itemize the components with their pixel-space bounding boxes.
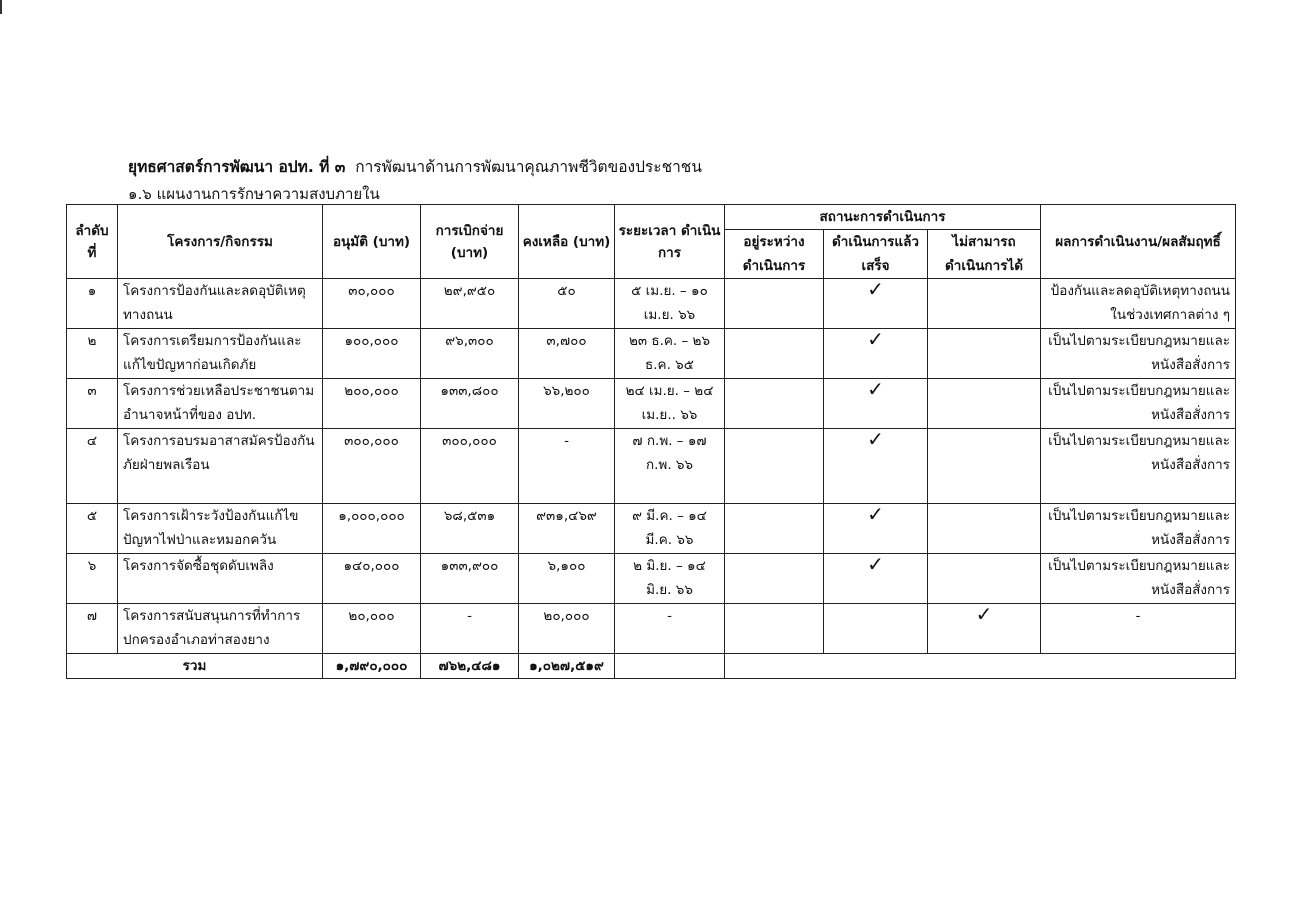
- project-status-table: [66, 204, 1236, 679]
- header-approved: อนุมัติ (บาท): [323, 205, 421, 279]
- row-completed: [824, 504, 928, 554]
- plan-subheading: ๑.๖ แผนงานการรักษาความสงบภายใน: [128, 185, 380, 203]
- row-remaining: -: [519, 429, 615, 504]
- row-completed: [824, 604, 928, 654]
- total-label: รวม: [67, 654, 323, 679]
- row-unable: [928, 554, 1041, 604]
- row-disbursed: -: [421, 604, 519, 654]
- table-row: [67, 329, 1236, 379]
- row-project: โครงการสนับสนุนการที่ทำการปกครองอำเภอท่าสองยาง: [118, 604, 323, 654]
- check-icon: ✓: [867, 277, 884, 301]
- row-result: เป็นไปตามระเบียบกฎหมายและหนังสือสั่งการ: [1041, 554, 1236, 604]
- row-approved: ๓๐,๐๐๐: [323, 279, 421, 329]
- total-empty-status: [725, 654, 1236, 679]
- row-remaining: ๖๖,๒๐๐: [519, 379, 615, 429]
- row-period: -: [615, 604, 725, 654]
- table-row: [67, 604, 1236, 654]
- strategy-heading: [128, 154, 702, 179]
- row-result: เป็นไปตามระเบียบกฎหมายและหนังสือสั่งการ: [1041, 329, 1236, 379]
- row-approved: ๑๔๐,๐๐๐: [323, 554, 421, 604]
- row-completed: [824, 279, 928, 329]
- row-remaining: ๖,๑๐๐: [519, 554, 615, 604]
- row-completed: [824, 329, 928, 379]
- row-in-progress: [725, 604, 824, 654]
- row-period: ๙ มี.ค. – ๑๔ มี.ค. ๖๖: [615, 504, 725, 554]
- row-in-progress: [725, 554, 824, 604]
- row-approved: ๑๐๐,๐๐๐: [323, 329, 421, 379]
- total-disbursed: ๗๖๒,๔๘๑: [421, 654, 519, 679]
- row-no: ๔: [67, 429, 118, 504]
- row-approved: ๓๐๐,๐๐๐: [323, 429, 421, 504]
- row-in-progress: [725, 429, 824, 504]
- row-in-progress: [725, 329, 824, 379]
- row-remaining: ๓,๗๐๐: [519, 329, 615, 379]
- row-in-progress: [725, 279, 824, 329]
- table-row: [67, 554, 1236, 604]
- row-no: ๗: [67, 604, 118, 654]
- table-row: [67, 379, 1236, 429]
- row-no: ๓: [67, 379, 118, 429]
- row-unable: [928, 504, 1041, 554]
- row-period: ๒ มิ.ย. – ๑๔ มิ.ย. ๖๖: [615, 554, 725, 604]
- header-disbursed: การเบิกจ่าย (บาท): [421, 205, 519, 279]
- table-row: [67, 429, 1236, 504]
- row-period: ๗ ก.พ. – ๑๗ ก.พ. ๖๖: [615, 429, 725, 504]
- row-project: โครงการเฝ้าระวังป้องกันแก้ไขปัญหาไฟป่าและหมอกควัน: [118, 504, 323, 554]
- check-icon: ✓: [867, 502, 884, 526]
- row-result: เป็นไปตามระเบียบกฎหมายและหนังสือสั่งการ: [1041, 429, 1236, 504]
- row-period: ๒๔ เม.ย. – ๒๔ เม.ย.. ๖๖: [615, 379, 725, 429]
- header-no: ลำดับ ที่: [67, 205, 118, 279]
- header-project: โครงการ/กิจกรรม: [118, 205, 323, 279]
- row-unable: [928, 379, 1041, 429]
- header-completed: ดำเนินการแล้ว เสร็จ: [824, 230, 928, 279]
- row-in-progress: [725, 379, 824, 429]
- total-approved: ๑,๗๙๐,๐๐๐: [323, 654, 421, 679]
- row-unable: [928, 604, 1041, 654]
- strategy-title: ยุทธศาสตร์การพัฒนา อปท. ที่ ๓: [128, 158, 346, 176]
- row-in-progress: [725, 504, 824, 554]
- table-row: [67, 504, 1236, 554]
- row-completed: [824, 554, 928, 604]
- row-remaining: ๕๐: [519, 279, 615, 329]
- check-icon: ✓: [975, 602, 993, 626]
- strategy-description: การพัฒนาด้านการพัฒนาคุณภาพชีวิตของประชาชน: [355, 158, 702, 176]
- row-project: โครงการอบรมอาสาสมัครป้องกันภัยฝ่ายพลเรือน: [118, 429, 323, 504]
- row-result: เป็นไปตามระเบียบกฎหมายและหนังสือสั่งการ: [1041, 504, 1236, 554]
- row-approved: ๒๐,๐๐๐: [323, 604, 421, 654]
- row-unable: [928, 279, 1041, 329]
- header-period: ระยะเวลา ดำเนินการ: [615, 205, 725, 279]
- check-icon: ✓: [867, 427, 884, 451]
- header-remaining: คงเหลือ (บาท): [519, 205, 615, 279]
- row-project: โครงการช่วยเหลือประชาชนตามอำนาจหน้าที่ของ อปท.: [118, 379, 323, 429]
- row-project: โครงการเตรียมการป้องกันและแก้ไขปัญหาก่อนเกิดภัย: [118, 329, 323, 379]
- row-period: ๒๓ ธ.ค. – ๒๖ ธ.ค. ๖๕: [615, 329, 725, 379]
- row-disbursed: ๑๓๓,๘๐๐: [421, 379, 519, 429]
- row-approved: ๒๐๐,๐๐๐: [323, 379, 421, 429]
- row-disbursed: ๖๘,๕๓๑: [421, 504, 519, 554]
- row-result: ป้องกันและลดอุบัติเหตุทางถนนในช่วงเทศกาลต่าง ๆ: [1041, 279, 1236, 329]
- row-remaining: ๒๐,๐๐๐: [519, 604, 615, 654]
- row-completed: [824, 429, 928, 504]
- row-unable: [928, 329, 1041, 379]
- row-approved: ๑,๐๐๐,๐๐๐: [323, 504, 421, 554]
- header-in-progress: อยู่ระหว่าง ดำเนินการ: [725, 230, 824, 279]
- header-result: ผลการดำเนินงาน/ผลสัมฤทธิ์: [1041, 205, 1236, 279]
- page-edge-mark: [0, 0, 2, 14]
- row-disbursed: ๙๖,๓๐๐: [421, 329, 519, 379]
- check-icon: ✓: [867, 377, 884, 401]
- check-icon: ✓: [867, 552, 884, 576]
- row-disbursed: ๒๙,๙๕๐: [421, 279, 519, 329]
- header-unable: ไม่สามารถ ดำเนินการได้: [928, 230, 1041, 279]
- row-result: -: [1041, 604, 1236, 654]
- total-row: [67, 654, 1236, 679]
- total-remaining: ๑,๐๒๗,๕๑๙: [519, 654, 615, 679]
- row-project: โครงการจัดซื้อชุดดับเพลิง: [118, 554, 323, 604]
- row-remaining: ๙๓๑,๔๖๙: [519, 504, 615, 554]
- row-unable: [928, 429, 1041, 504]
- row-no: ๖: [67, 554, 118, 604]
- header-status: สถานะการดำเนินการ: [725, 205, 1041, 230]
- check-icon: ✓: [867, 327, 884, 351]
- row-no: ๕: [67, 504, 118, 554]
- row-disbursed: ๑๓๓,๙๐๐: [421, 554, 519, 604]
- row-disbursed: ๓๐๐,๐๐๐: [421, 429, 519, 504]
- table-row: [67, 279, 1236, 329]
- row-project: โครงการป้องกันและลดอุบัติเหตุทางถนน: [118, 279, 323, 329]
- total-empty-period: [615, 654, 725, 679]
- row-result: เป็นไปตามระเบียบกฎหมายและหนังสือสั่งการ: [1041, 379, 1236, 429]
- row-completed: [824, 379, 928, 429]
- row-no: ๒: [67, 329, 118, 379]
- row-no: ๑: [67, 279, 118, 329]
- row-period: ๕ เม.ย. – ๑๐ เม.ย. ๖๖: [615, 279, 725, 329]
